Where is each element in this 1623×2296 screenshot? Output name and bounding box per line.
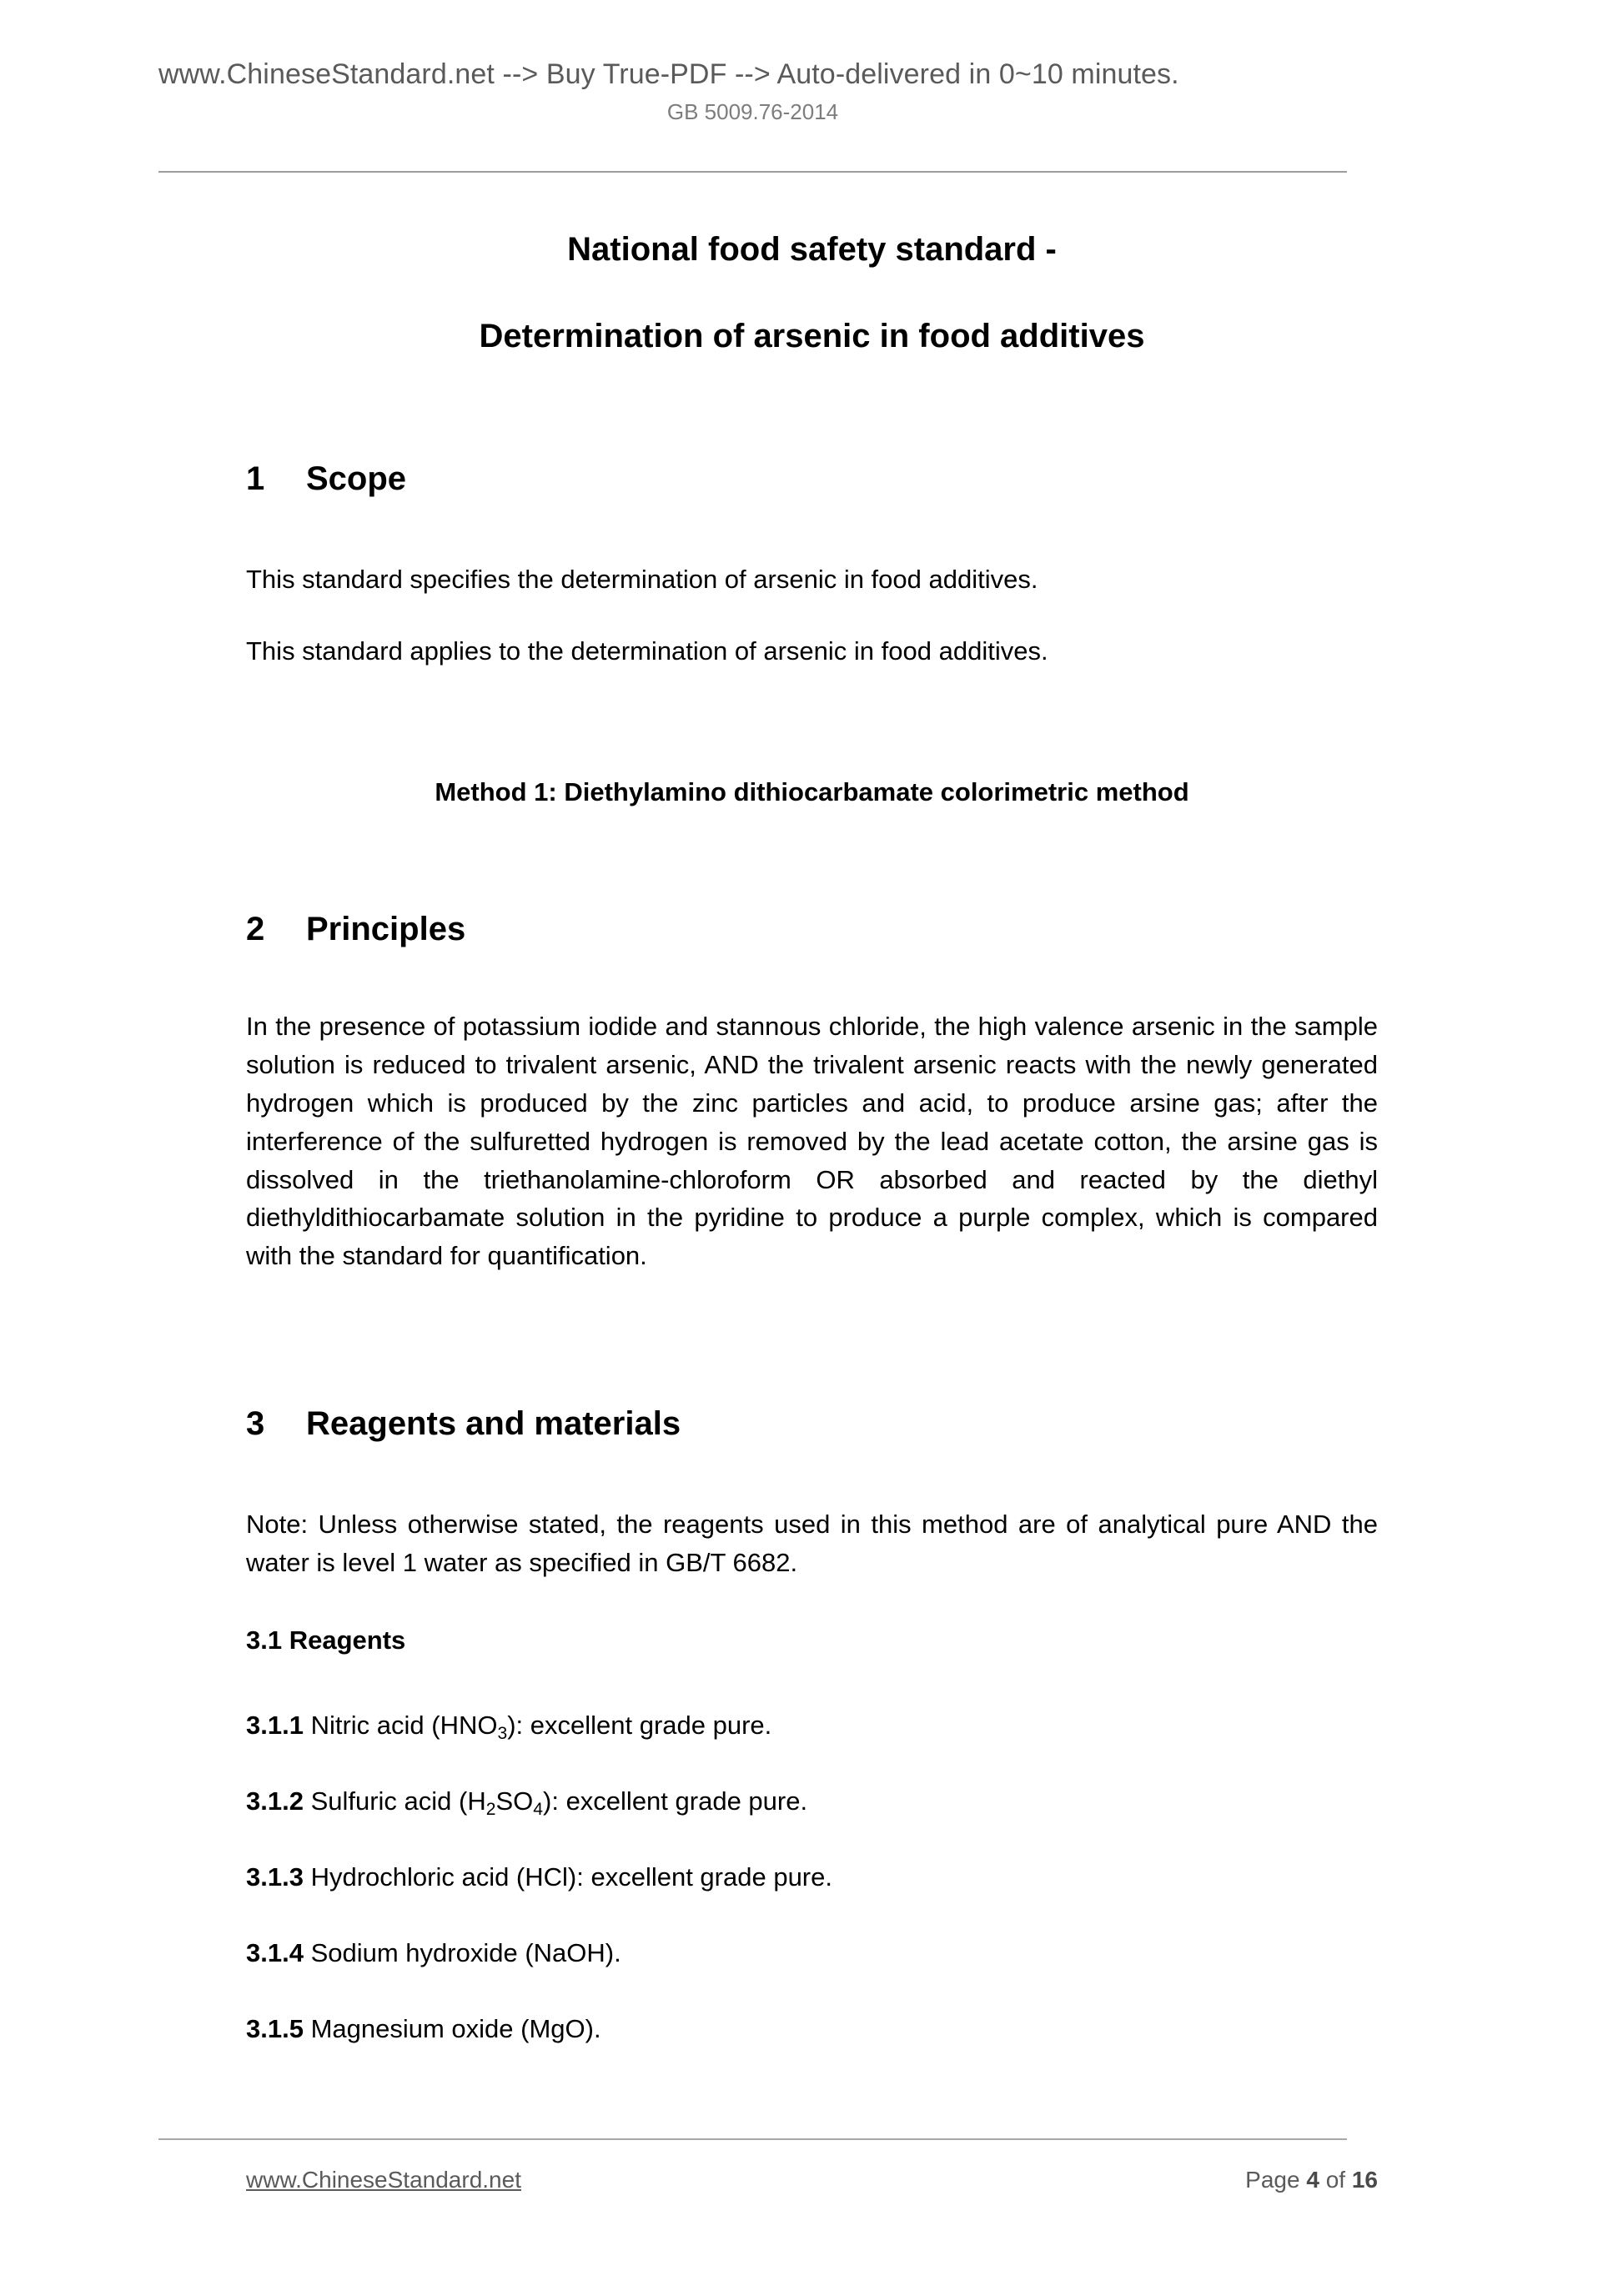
section-heading-reagents [246,1404,681,1444]
subsection-heading-reagents: 3.1 Reagents [246,1625,406,1655]
reagent-number-3-1-5: 3.1.5 [246,2014,304,2043]
page-header [158,57,1347,125]
document-title-line-2: Determination of arsenic in food additives [479,318,1145,354]
reagent-number-3-1-3: 3.1.3 [246,1862,304,1892]
reagent-subscript-3-1-2-b: 4 [533,1799,544,1819]
section-title-1: Scope [306,460,407,497]
reagent-text-3-1-2-c: ): excellent grade pure. [543,1786,808,1816]
footer-website-link[interactable]: www.ChineseStandard.net [246,2167,521,2193]
reagent-text-3-1-5: Magnesium oxide (MgO). [303,2014,601,2043]
section-number-2: 2 [246,911,265,947]
reagent-text-3-1-2-b: SO [495,1786,534,1816]
section-number-1: 1 [246,460,265,497]
reagent-text-3-1-3: Hydrochloric acid (HCl): excellent grade pure. [303,1862,832,1892]
method-heading: Method 1: Diethylamino dithiocarbamate colorimetric method [435,777,1189,806]
section-heading-scope [246,459,406,499]
header-divider [158,171,1347,173]
section-number-3: 3 [246,1405,265,1442]
promo-banner-text: www.ChineseStandard.net --> Buy True-PDF --> Auto-delivered in 0~10 minutes. [158,58,1179,90]
reagent-item-3-1-5 [246,2011,1378,2047]
document-title-line-1: National food safety standard - [567,231,1057,268]
page-number-indicator [1245,2167,1378,2193]
reagent-number-3-1-1: 3.1.1 [246,1711,304,1740]
page-current-number: 4 [1306,2167,1319,2193]
reagent-number-3-1-4: 3.1.4 [246,1938,304,1967]
section-title-3: Reagents and materials [306,1405,681,1442]
reagent-item-3-1-1 [246,1707,1378,1743]
section-title-2: Principles [306,911,466,947]
reagents-note: Note: Unless otherwise stated, the reagents used in this method are of analytical pure AND the water is level 1 water as specified in GB/T 6682. [246,1510,1378,1577]
page-label-middle: of [1319,2167,1352,2193]
scope-paragraph-1: This standard specifies the determination of arsenic in food additives. [246,565,1038,594]
reagent-subscript-3-1-2-a: 2 [485,1799,496,1819]
reagent-number-3-1-2: 3.1.2 [246,1786,304,1816]
reagent-item-3-1-2 [246,1783,1378,1819]
principles-paragraph: In the presence of potassium iodide and stannous chloride, the high valence arsenic in the sample solution is reduced to trivalent arsenic, AND the trivalent arsenic reacts with the newly generated hydrogen which is produced by the zinc particles and acid, to produce arsine gas; after the interference of the sulfuretted hydrogen is removed by the lead acetate cotton, the arsine gas is dissolved in the triethanolamine-chloroform OR absorbed and reacted by the diethyl diethyldithiocarbamate solution in the pyridine to produce a purple complex, which is compared with the standard for quantification. [246,1012,1378,1271]
reagent-text-3-1-4: Sodium hydroxide (NaOH). [303,1938,621,1967]
reagent-item-3-1-4 [246,1935,1378,1971]
scope-paragraph-2: This standard applies to the determination of arsenic in food additives. [246,636,1048,666]
reagent-subscript-3-1-1: 3 [497,1723,508,1743]
page-footer [246,2167,1378,2193]
reagent-text-3-1-1-b: ): excellent grade pure. [507,1711,772,1740]
page-label-prefix: Page [1245,2167,1307,2193]
standard-number: GB 5009.76-2014 [666,98,839,124]
section-heading-principles [246,909,465,949]
reagent-text-3-1-2-a: Sulfuric acid (H [303,1786,486,1816]
page-total-number: 16 [1351,2167,1378,2193]
footer-divider [158,2138,1347,2140]
reagent-item-3-1-3 [246,1859,1378,1895]
reagent-text-3-1-1-a: Nitric acid (HNO [303,1711,498,1740]
